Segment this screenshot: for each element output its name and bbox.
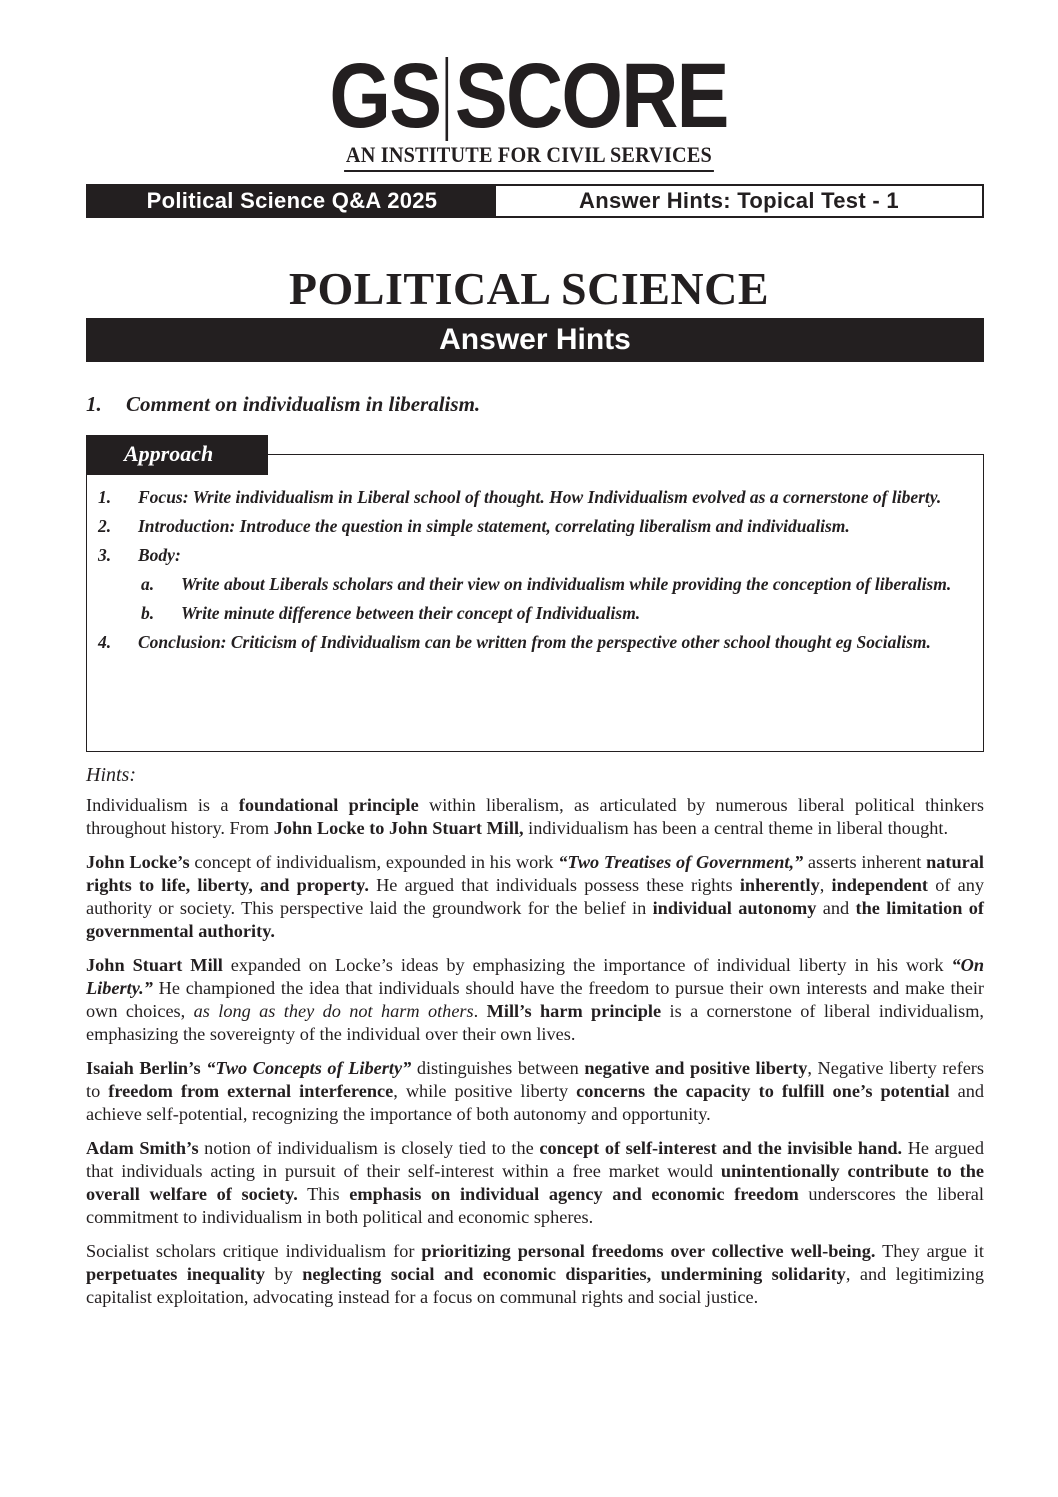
approach-subitem: [141, 573, 973, 596]
logo-score: SCORE: [455, 45, 729, 147]
text-run: This: [297, 1184, 350, 1204]
text-run: underscores the liberal commitment to individualism in both political and economic spheres.: [86, 1184, 984, 1227]
text-run-bold: unintentionally contribute to the overall welfare of society.: [86, 1161, 984, 1204]
hint-paragraph-5: [86, 1137, 984, 1229]
text-run-bold: independent: [831, 875, 929, 895]
approach-subitem: [141, 602, 973, 625]
approach-item-number: 1.: [98, 487, 112, 507]
hint-paragraph-4: [86, 1057, 984, 1126]
approach-item-text: Body:: [138, 545, 181, 565]
question-text: Comment on individualism in liberalism.: [126, 392, 481, 416]
text-run: , while positive liberty: [393, 1081, 577, 1101]
logo: [0, 45, 1058, 147]
text-run: , and legitimizing capitalist exploitation, advocating instead for a focus on communal rights and social justice.: [86, 1264, 985, 1307]
approach-item-number: 4.: [98, 632, 112, 652]
text-run-bold: Adam Smith’s: [86, 1138, 199, 1158]
text-run: and achieve self-potential, recognizing the importance of both autonomy and opportunity.: [86, 1081, 984, 1124]
text-run-bold: prioritizing personal freedoms over collective well-being.: [421, 1241, 876, 1261]
text-run: .: [473, 1001, 487, 1021]
text-run: expanded on Locke’s ideas by emphasizing the importance of individual liberty in his work: [222, 955, 952, 975]
text-run-bold: John Locke’s: [86, 852, 190, 872]
approach-item: [98, 515, 973, 538]
text-run-bold: concept of self-interest and the invisible hand.: [539, 1138, 903, 1158]
text-run: concept of individualism, expounded in his work: [189, 852, 559, 872]
text-run-bold: perpetuates inequality: [86, 1264, 266, 1284]
hints-label: Hints:: [86, 764, 136, 786]
approach-item: [98, 486, 973, 509]
text-run: Socialist scholars critique individualism for: [86, 1241, 422, 1261]
approach-subitem-text: Write minute difference between their concept of Individualism.: [181, 603, 641, 623]
text-run: by: [265, 1264, 303, 1284]
approach-label: Approach: [86, 435, 268, 475]
text-run: , Negative liberty refers to: [86, 1058, 985, 1101]
text-run-bold: natural rights to life, liberty, and property.: [86, 852, 984, 895]
page-subtitle: Answer Hints: [86, 318, 984, 362]
text-run: notion of individualism is closely tied to the: [198, 1138, 540, 1158]
text-run-bold-italic: “Two Concepts of Liberty”: [206, 1058, 412, 1078]
text-run: Individualism is a: [86, 795, 239, 815]
text-run-bold: Mill’s harm principle: [486, 1001, 662, 1021]
approach-list: [98, 486, 973, 660]
text-run-italic: as long as they do not harm others: [193, 1001, 474, 1021]
header-test-name: Answer Hints: Topical Test - 1: [579, 188, 899, 213]
approach-subitem-letter: a.: [141, 574, 155, 594]
text-run: They argue it: [875, 1241, 984, 1261]
hint-paragraph-2: [86, 851, 984, 943]
approach-item: [98, 544, 973, 567]
logo-tagline: AN INSTITUTE FOR CIVIL SERVICES: [344, 142, 714, 172]
header-series: Political Science Q&A 2025: [88, 186, 496, 216]
logo-divider: [446, 57, 449, 141]
text-run: He argued that individuals acting in pursuit of their self-interest within a free market would: [86, 1138, 985, 1181]
page-title: POLITICAL SCIENCE: [288, 263, 770, 314]
hint-paragraph-1: [86, 794, 984, 840]
text-run-bold: the limitation of governmental authority.: [86, 898, 984, 941]
text-run-bold: freedom from external interference: [108, 1081, 394, 1101]
text-run: within liberalism, as articulated by numerous liberal political thinkers throughout history. From: [86, 795, 985, 838]
text-run-bold: John Locke to John Stuart Mill,: [273, 818, 524, 838]
text-run-bold: individual autonomy: [652, 898, 817, 918]
text-run: He argued that individuals possess these rights: [368, 875, 740, 895]
text-run: ,: [819, 875, 832, 895]
text-run-bold: emphasis on individual agency and economic freedom: [349, 1184, 799, 1204]
approach-item-text: Introduction: Introduce the question in simple statement, correlating liberalism and individualism.: [138, 516, 850, 536]
text-run-bold: neglecting social and economic disparities, undermining solidarity: [302, 1264, 846, 1284]
text-run: individualism has been a central theme in liberal thought.: [523, 818, 949, 838]
text-run-bold: foundational principle: [238, 795, 419, 815]
approach-item-number: 2.: [98, 516, 112, 536]
header-strip: [86, 184, 984, 218]
logo-wordmark: [329, 45, 729, 147]
approach-subitem-text: Write about Liberals scholars and their view on individualism while providing the conception of liberalism.: [181, 574, 952, 594]
text-run-bold-italic: “Two Treatises of Government,”: [558, 852, 804, 872]
approach-item-text: Focus: Write individualism in Liberal school of thought. How Individualism evolved as a cornerstone of liberty.: [138, 487, 942, 507]
text-run-bold: concerns the capacity to fulfill one’s potential: [576, 1081, 950, 1101]
text-run-bold: negative and positive liberty: [584, 1058, 808, 1078]
hint-paragraph-3: [86, 954, 984, 1046]
text-run-bold: Isaiah Berlin’s: [86, 1058, 201, 1078]
text-run: asserts inherent: [803, 852, 927, 872]
approach-item-text: Conclusion: Criticism of Individualism can be written from the perspective other school thought eg Socialism.: [138, 632, 931, 652]
text-run: of any authority or society. This perspective laid the groundwork for the belief in: [86, 875, 985, 918]
text-run: distinguishes between: [411, 1058, 585, 1078]
text-run-bold: inherently: [739, 875, 820, 895]
text-run-bold: John Stuart Mill: [86, 955, 223, 975]
logo-gs: GS: [329, 45, 441, 147]
text-run: and: [816, 898, 856, 918]
text-run: is a cornerstone of liberal individualism, emphasizing the sovereignty of the individual over their own lives.: [86, 1001, 985, 1044]
text-run: He championed the idea that individuals should have the freedom to pursue their own interests and make their own choices,: [86, 978, 984, 1021]
text-run-bold-italic: “On Liberty.”: [86, 955, 985, 998]
approach-item: [98, 631, 973, 654]
approach-subitem-letter: b.: [141, 603, 155, 623]
question: [86, 392, 480, 417]
tagline-wrap: [0, 142, 1058, 172]
approach-item-number: 3.: [98, 545, 112, 565]
hint-paragraph-6: [86, 1240, 984, 1309]
hints-body: [86, 794, 984, 1320]
question-number: 1.: [86, 392, 102, 416]
